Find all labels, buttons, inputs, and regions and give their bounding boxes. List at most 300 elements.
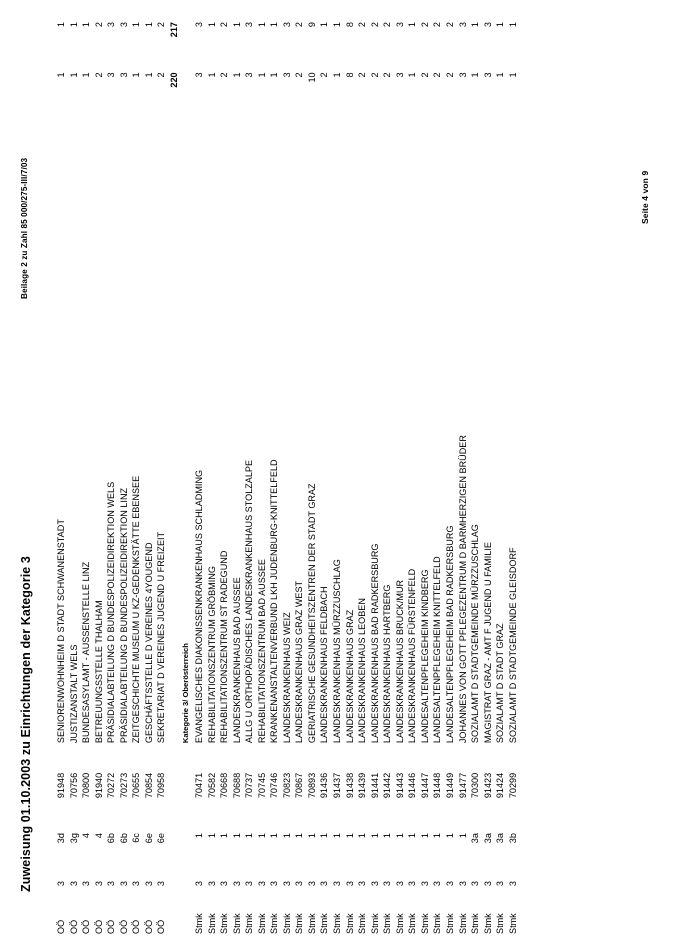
cell-laufnummer: 1 <box>332 833 343 839</box>
cell-wert-2: 1 <box>470 22 481 28</box>
table-row <box>130 0 143 944</box>
cell-laufnummer: 1 <box>244 833 255 839</box>
cell-wert-1: 2 <box>219 72 230 78</box>
cell-spacer <box>80 798 93 833</box>
cell-bundesland: Stmk <box>382 913 393 934</box>
cell-spacer <box>494 798 507 833</box>
cell-kategorie: 3 <box>206 881 217 887</box>
cell-einrichtungsnummer: 91438 <box>344 772 355 799</box>
cell-spacer <box>444 798 457 833</box>
cell-laufnummer: 1 <box>294 833 305 839</box>
cell-laufnummer <box>180 833 193 855</box>
cell-wert-2: 2 <box>382 22 393 28</box>
cell-einrichtungsname: JOHANNES VON GOTT PFLEGEZENTRUM D BARMHERZIGEN BRÜDER <box>457 435 468 744</box>
cell-spacer <box>243 798 256 833</box>
table-row <box>381 0 394 944</box>
cell-einrichtungsname: LANDESKRANKENHAUS FÜRSTENFELD <box>407 568 418 744</box>
cell-laufnummer: 3g <box>68 833 79 844</box>
cell-einrichtungsname: LANDESALTENPFLEGEHEIM BAD RADKERSBURG <box>444 525 455 744</box>
subtotal-row <box>168 0 181 944</box>
cell-wert-2: 2 <box>219 22 230 28</box>
cell-bundesland: Stmk <box>219 913 230 934</box>
table-row <box>419 0 432 944</box>
cell-wert-2: 2 <box>357 22 368 28</box>
cell-kategorie: 3 <box>332 881 343 887</box>
cell-bundesland: OÖ <box>93 919 104 934</box>
cell-spacer <box>406 798 419 833</box>
cell-laufnummer: 6e <box>156 833 167 844</box>
cell-bundesland: Stmk <box>419 913 430 934</box>
cell-laufnummer: 1 <box>206 833 217 839</box>
cell-einrichtungsname: GESCHÄFTSSTELLE D VEREINES 4YOUGEND <box>143 542 154 744</box>
cell-kategorie: 3 <box>231 881 242 887</box>
cell-bundesland: OÖ <box>143 919 154 934</box>
table-row <box>105 0 118 944</box>
cell-bundesland: Stmk <box>244 913 255 934</box>
cell-kategorie: 3 <box>143 881 154 887</box>
cell-laufnummer: 1 <box>419 833 430 839</box>
cell-einrichtungsname: LANDESKRANKENHAUS HARTBERG <box>382 584 393 744</box>
cell-wert-2: 2 <box>93 22 104 28</box>
cell-spacer <box>369 798 382 833</box>
cell-einrichtungsname: SEKRETARIAT D VEREINES JUGEND U FREIZEIT <box>156 531 167 744</box>
cell-wert-1: 3 <box>457 72 468 78</box>
cell-bundesland: Stmk <box>482 913 493 934</box>
cell-kategorie: 3 <box>432 881 443 887</box>
cell-kategorie: 3 <box>357 881 368 887</box>
cell-laufnummer: 3d <box>56 833 66 844</box>
cell-kategorie: 3 <box>470 881 481 887</box>
cell-einrichtungsnummer: 70273 <box>118 772 129 799</box>
table-row <box>494 0 507 944</box>
cell-kategorie: 3 <box>294 881 305 887</box>
cell-bundesland: Stmk <box>281 913 292 934</box>
cell-spacer <box>193 798 206 833</box>
cell-einrichtungsnummer: 70655 <box>131 772 142 799</box>
table-row <box>331 0 344 944</box>
cell-laufnummer: 3b <box>507 833 518 844</box>
cell-spacer <box>356 798 369 833</box>
cell-wert-2: 1 <box>131 22 142 28</box>
cell-spacer <box>457 798 470 833</box>
cell-wert-1: 1 <box>206 72 217 78</box>
table-row <box>293 0 306 944</box>
cell-wert-1: 2 <box>294 72 305 78</box>
cell-bundesland: Stmk <box>369 913 380 934</box>
cell-einrichtungsname: LANDESKRANKENHAUS WEIZ <box>281 612 292 744</box>
cell-laufnummer: 1 <box>457 833 468 839</box>
cell-einrichtungsname: LANDESKRANKENHAUS BAD AUSSEE <box>231 577 242 744</box>
cell-kategorie: 3 <box>482 881 493 887</box>
cell-einrichtungsnummer: 70737 <box>244 772 255 799</box>
cell-einrichtungsname: ZEITGESCHICHTE MUSEUM U KZ-GEDENKSTÄTTE EBENSEE <box>131 475 142 744</box>
page-footer: Seite 4 von 9 <box>640 170 650 224</box>
cell-einrichtungsname: PRÄSIDIALABTEILUNG D BUNDESPOLIZEIDIREKTION WELS <box>106 481 117 744</box>
table-row <box>457 0 470 944</box>
cell-kategorie: 3 <box>382 881 393 887</box>
cell-wert-2: 8 <box>344 22 355 28</box>
cell-wert-1: 3 <box>106 72 117 78</box>
cell-bundesland: Stmk <box>444 913 455 934</box>
cell-bundesland: Stmk <box>332 913 343 934</box>
cell-einrichtungsnummer: 91424 <box>495 772 506 799</box>
cell-spacer <box>306 798 319 833</box>
table-row <box>93 0 106 944</box>
cell-einrichtungsnummer: 91940 <box>93 772 104 799</box>
cell-einrichtungsnummer: 70746 <box>269 772 280 799</box>
cell-kategorie: 3 <box>68 881 79 887</box>
cell-kategorie: 3 <box>344 881 355 887</box>
cell-wert-2: 1 <box>206 22 217 28</box>
cell-einrichtungsname: SENIORENWOHNHEIM D STADT SCHWANENSTADT <box>56 519 66 744</box>
cell-laufnummer: 1 <box>344 833 355 839</box>
table-row <box>231 0 244 944</box>
cell-wert-2: 3 <box>482 22 493 28</box>
beilage-reference: Beilage 2 zu Zahl 85 000/275-III/7/03 <box>20 157 29 299</box>
cell-kategorie: 3 <box>131 881 142 887</box>
cell-wert-2: 3 <box>106 22 117 28</box>
cell-spacer <box>55 798 68 833</box>
cell-wert-1: 3 <box>244 72 255 78</box>
table-row <box>55 0 68 944</box>
cell-bundesland: Stmk <box>470 913 481 934</box>
table-row <box>318 0 331 944</box>
cell-wert-1: 1 <box>332 72 343 78</box>
cell-einrichtungsname: SOZIALAMT D STADT GRAZ <box>495 623 506 744</box>
cell-wert-1: 3 <box>482 72 493 78</box>
cell-wert-1: 220 <box>168 72 179 88</box>
table-row <box>431 0 444 944</box>
cell-wert-1: 2 <box>444 72 455 78</box>
cell-laufnummer: 1 <box>319 833 330 839</box>
cell-wert-1: 1 <box>507 72 518 78</box>
cell-einrichtungsnummer <box>168 745 181 798</box>
cell-wert-1: 2 <box>357 72 368 78</box>
cell-spacer <box>394 798 407 833</box>
cell-laufnummer: 1 <box>231 833 242 839</box>
cell-wert-1: 1 <box>143 72 154 78</box>
cell-einrichtungsname: MAGISTRAT GRAZ - AMT F JUGEND U FAMILIE <box>482 542 493 744</box>
cell-spacer <box>469 798 482 833</box>
cell-spacer <box>381 798 394 833</box>
cell-einrichtungsnummer: 91423 <box>482 772 493 799</box>
cell-kategorie: 3 <box>407 881 418 887</box>
cell-spacer <box>281 798 294 833</box>
table-row <box>507 0 520 944</box>
cell-wert-1: 3 <box>394 72 405 78</box>
cell-kategorie: 3 <box>93 881 104 887</box>
cell-wert-1: 2 <box>382 72 393 78</box>
cell-einrichtungsnummer: 70756 <box>68 772 79 799</box>
cell-laufnummer: 3a <box>495 833 506 844</box>
cell-wert-1: 2 <box>369 72 380 78</box>
cell-wert-2: 3 <box>281 22 292 28</box>
table-row <box>281 0 294 944</box>
cell-einrichtungsnummer: 91436 <box>319 772 330 799</box>
cell-wert-2: 1 <box>507 22 518 28</box>
cell-spacer <box>130 798 143 833</box>
cell-einrichtungsnummer: 70299 <box>507 772 518 799</box>
cell-bundesland: Stmk <box>319 913 330 934</box>
cell-bundesland: Stmk <box>269 913 280 934</box>
assignments-table <box>55 0 519 944</box>
cell-laufnummer: 1 <box>432 833 443 839</box>
cell-wert-1: 1 <box>256 72 267 78</box>
cell-spacer <box>218 798 231 833</box>
table-row <box>80 0 93 944</box>
group-header-row <box>180 0 193 944</box>
cell-einrichtungsname: SOZIALAMT D STADTGEMEINDE GLEISDORF <box>507 547 518 744</box>
cell-wert-2: 2 <box>369 22 380 28</box>
cell-spacer <box>206 798 219 833</box>
cell-kategorie: 3 <box>219 881 230 887</box>
cell-kategorie: 3 <box>56 881 66 887</box>
cell-wert-2: 1 <box>143 22 154 28</box>
cell-einrichtungsname: GERIATRISCHE GESUNDHEITSZENTREN DER STADT GRAZ <box>306 483 317 744</box>
cell-einrichtungsnummer: 91442 <box>382 772 393 799</box>
cell-bundesland: Stmk <box>495 913 506 934</box>
cell-einrichtungsname: LANDESKRANKENHAUS BRUCK/MUR <box>394 579 405 744</box>
cell-bundesland: Stmk <box>432 913 443 934</box>
cell-bundesland: Stmk <box>457 913 468 934</box>
cell-wert-1: 2 <box>319 72 330 78</box>
cell-laufnummer: 1 <box>306 833 317 839</box>
cell-wert-2: 3 <box>457 22 468 28</box>
cell-kategorie: 3 <box>306 881 317 887</box>
cell-laufnummer: 1 <box>394 833 405 839</box>
cell-bundesland: OÖ <box>156 919 167 934</box>
cell-einrichtungsnummer: 91443 <box>394 772 405 799</box>
cell-wert-2: 1 <box>332 22 343 28</box>
cell-einrichtungsname: LANDESALTENPFLEGEHEIM KNITTELFELD <box>432 556 443 744</box>
cell-laufnummer: 1 <box>269 833 280 839</box>
table-row <box>444 0 457 944</box>
cell-einrichtungsname: LANDESKRANKENHAUS FELDBACH <box>319 586 330 744</box>
cell-wert-2: 2 <box>419 22 430 28</box>
cell-einrichtungsname: REHABILITATIONSZENTRUM ST RADEGUND <box>219 550 230 744</box>
cell-bundesland: Stmk <box>407 913 418 934</box>
cell-kategorie: 3 <box>269 881 280 887</box>
cell-laufnummer: 6b <box>118 833 129 844</box>
cell-kategorie: 3 <box>369 881 380 887</box>
table-row <box>268 0 281 944</box>
cell-wert-2: 3 <box>194 22 205 28</box>
cell-bundesland <box>168 886 181 944</box>
cell-kategorie: 3 <box>457 881 468 887</box>
table-row <box>68 0 81 944</box>
cell-einrichtungsnummer: 70893 <box>306 772 317 799</box>
cell-bundesland: OÖ <box>118 919 129 934</box>
cell-einrichtungsname: LANDESKRANKENHAUS GRAZ WEST <box>294 580 305 744</box>
cell-einrichtungsname: KRANKENANSTALTENVERBUND LKH JUDENBURG-KNITTELFELD <box>269 459 280 744</box>
cell-wert-1: 3 <box>281 72 292 78</box>
cell-bundesland: OÖ <box>81 919 92 934</box>
cell-bundesland: OÖ <box>106 919 117 934</box>
table-row <box>118 0 131 944</box>
cell-kategorie <box>180 855 193 886</box>
cell-einrichtungsnummer: 70272 <box>106 772 117 799</box>
cell-einrichtungsname: JUSTIZANSTALT WELS <box>68 644 79 744</box>
table-row <box>143 0 156 944</box>
cell-spacer <box>482 798 495 833</box>
cell-spacer <box>268 798 281 833</box>
cell-einrichtungsname <box>168 116 181 745</box>
cell-wert-2: 1 <box>256 22 267 28</box>
cell-kategorie: 3 <box>256 881 267 887</box>
table-row <box>344 0 357 944</box>
cell-wert-1: 3 <box>118 72 129 78</box>
cell-kategorie: 3 <box>156 881 167 887</box>
cell-wert-1: 1 <box>56 72 66 78</box>
cell-laufnummer: 1 <box>369 833 380 839</box>
cell-laufnummer: 4 <box>81 833 92 839</box>
cell-einrichtungsname: SOZIALAMT D STADTGEMEINDE MÜRZZUSCHLAG <box>470 524 481 744</box>
cell-spacer <box>507 798 520 833</box>
cell-spacer <box>105 798 118 833</box>
cell-wert-2: 1 <box>81 22 92 28</box>
cell-wert-2: 1 <box>407 22 418 28</box>
table-row <box>193 0 206 944</box>
cell-einrichtungsnummer: 91448 <box>432 772 443 799</box>
cell-bundesland: Stmk <box>294 913 305 934</box>
cell-bundesland: Stmk <box>194 913 205 934</box>
cell-laufnummer: 3a <box>470 833 481 844</box>
cell-einrichtungsname: BETREUUNGSSTELLE THALHAM <box>93 600 104 744</box>
cell-einrichtungsnummer: 70867 <box>294 772 305 799</box>
cell-kategorie <box>168 855 181 886</box>
cell-spacer <box>93 798 106 833</box>
cell-spacer <box>143 798 156 833</box>
cell-kategorie: 3 <box>444 881 455 887</box>
cell-einrichtungsnummer: 70582 <box>206 772 217 799</box>
cell-laufnummer: 3a <box>482 833 493 844</box>
cell-einrichtungsnummer: 91437 <box>332 772 343 799</box>
cell-einrichtungsname: LANDESALTENPFLEGEHEIM KINDBERG <box>419 569 430 744</box>
cell-einrichtungsname: PRÄSIDIALABTEILUNG D BUNDESPOLIZEIDIREKTION LINZ <box>118 487 129 744</box>
cell-einrichtungsnummer: 70300 <box>470 772 481 799</box>
cell-kategorie: 3 <box>81 881 92 887</box>
cell-einrichtungsnummer: 91948 <box>56 772 66 799</box>
table-row <box>306 0 319 944</box>
cell-kategorie: 3 <box>507 881 518 887</box>
cell-bundesland: Stmk <box>357 913 368 934</box>
cell-kategorie: 3 <box>106 881 117 887</box>
cell-bundesland: Stmk <box>344 913 355 934</box>
cell-spacer <box>168 798 181 833</box>
cell-einrichtungsnummer: 70668 <box>219 772 230 799</box>
table-row <box>406 0 419 944</box>
cell-wert-2: 1 <box>68 22 79 28</box>
cell-wert-2: 2 <box>432 22 443 28</box>
cell-wert-1: 1 <box>470 72 481 78</box>
cell-spacer <box>344 798 357 833</box>
cell-laufnummer: 1 <box>281 833 292 839</box>
cell-einrichtungsname: LANDESKRANKENHAUS BAD RADKERSBURG <box>369 543 380 744</box>
cell-wert-1: 1 <box>407 72 418 78</box>
cell-einrichtungsname: LANDESKRANKENHAUS GRAZ <box>344 609 355 744</box>
cell-spacer <box>431 798 444 833</box>
table-row <box>394 0 407 944</box>
cell-bundesland: Stmk <box>206 913 217 934</box>
table-row <box>369 0 382 944</box>
cell-laufnummer: 1 <box>194 833 205 839</box>
cell-einrichtungsnummer: 70745 <box>256 772 267 799</box>
cell-wert-2: 217 <box>168 22 179 38</box>
cell-wert-2: 1 <box>495 22 506 28</box>
cell-bundesland: Stmk <box>256 913 267 934</box>
cell-kategorie: 3 <box>319 881 330 887</box>
table-row <box>356 0 369 944</box>
cell-einrichtungsname: LANDESKRANKENHAUS LEOBEN <box>357 598 368 744</box>
table-row <box>256 0 269 944</box>
cell-wert-1: 3 <box>194 72 205 78</box>
cell-wert-1: 1 <box>269 72 280 78</box>
cell-kategorie: 3 <box>194 881 205 887</box>
cell-laufnummer: 6c <box>131 833 142 843</box>
cell-einrichtungsname: EVANGELISCHES DIAKONISSENKRANKENHAUS SCHLADMING <box>194 469 205 744</box>
cell-einrichtungsnummer: 91441 <box>369 772 380 799</box>
cell-wert-2: 2 <box>444 22 455 28</box>
cell-wert-1: 2 <box>156 72 167 78</box>
cell-einrichtungsnummer <box>180 745 193 798</box>
cell-wert-1: 2 <box>93 72 104 78</box>
cell-wert-1: 2 <box>432 72 443 78</box>
cell-wert-1: 1 <box>68 72 79 78</box>
cell-wert-2: 1 <box>319 22 330 28</box>
cell-spacer <box>68 798 81 833</box>
cell-spacer <box>256 798 269 833</box>
table-row <box>243 0 256 944</box>
cell-kategorie: 3 <box>419 881 430 887</box>
cell-laufnummer: 1 <box>256 833 267 839</box>
cell-bundesland: Stmk <box>507 913 518 934</box>
cell-laufnummer <box>168 833 181 855</box>
cell-wert-2: 1 <box>269 22 280 28</box>
cell-bundesland: Stmk <box>394 913 405 934</box>
cell-einrichtungsnummer: 91477 <box>457 772 468 799</box>
cell-laufnummer: 1 <box>407 833 418 839</box>
table-row <box>155 0 168 944</box>
cell-einrichtungsnummer: 91447 <box>419 772 430 799</box>
table-row <box>206 0 219 944</box>
table-row <box>218 0 231 944</box>
cell-wert-2: 9 <box>306 22 317 28</box>
cell-laufnummer: 1 <box>357 833 368 839</box>
cell-wert-2 <box>180 0 193 72</box>
cell-laufnummer: 4 <box>93 833 104 839</box>
cell-spacer <box>419 798 432 833</box>
cell-wert-1 <box>180 72 193 115</box>
cell-wert-1: 1 <box>131 72 142 78</box>
cell-bundesland: Stmk <box>306 913 317 934</box>
cell-wert-2: 3 <box>394 22 405 28</box>
cell-laufnummer: 1 <box>219 833 230 839</box>
cell-einrichtungsname: REHABILITATIONSZENTRUM GRÖBMING <box>206 566 217 744</box>
cell-wert-2: 2 <box>294 22 305 28</box>
cell-wert-2: 3 <box>118 22 129 28</box>
page-title: Zuweisung 01.10.2003 zu Einrichtungen der Kategorie 3 <box>19 556 33 892</box>
cell-einrichtungsnummer: 91446 <box>407 772 418 799</box>
cell-wert-1: 10 <box>306 72 317 83</box>
cell-spacer <box>118 798 131 833</box>
cell-wert-1: 8 <box>344 72 355 78</box>
cell-laufnummer: 1 <box>444 833 455 839</box>
cell-spacer <box>231 798 244 833</box>
cell-einrichtungsname: ALLG U ORTHOPÄDISCHES LANDESKRANKENHAUS STOLZALPE <box>244 459 255 744</box>
cell-einrichtungsname: Kategorie 3/ Oberösterreich <box>181 643 191 744</box>
cell-laufnummer: 6e <box>143 833 154 844</box>
cell-einrichtungsnummer: 70854 <box>143 772 154 799</box>
